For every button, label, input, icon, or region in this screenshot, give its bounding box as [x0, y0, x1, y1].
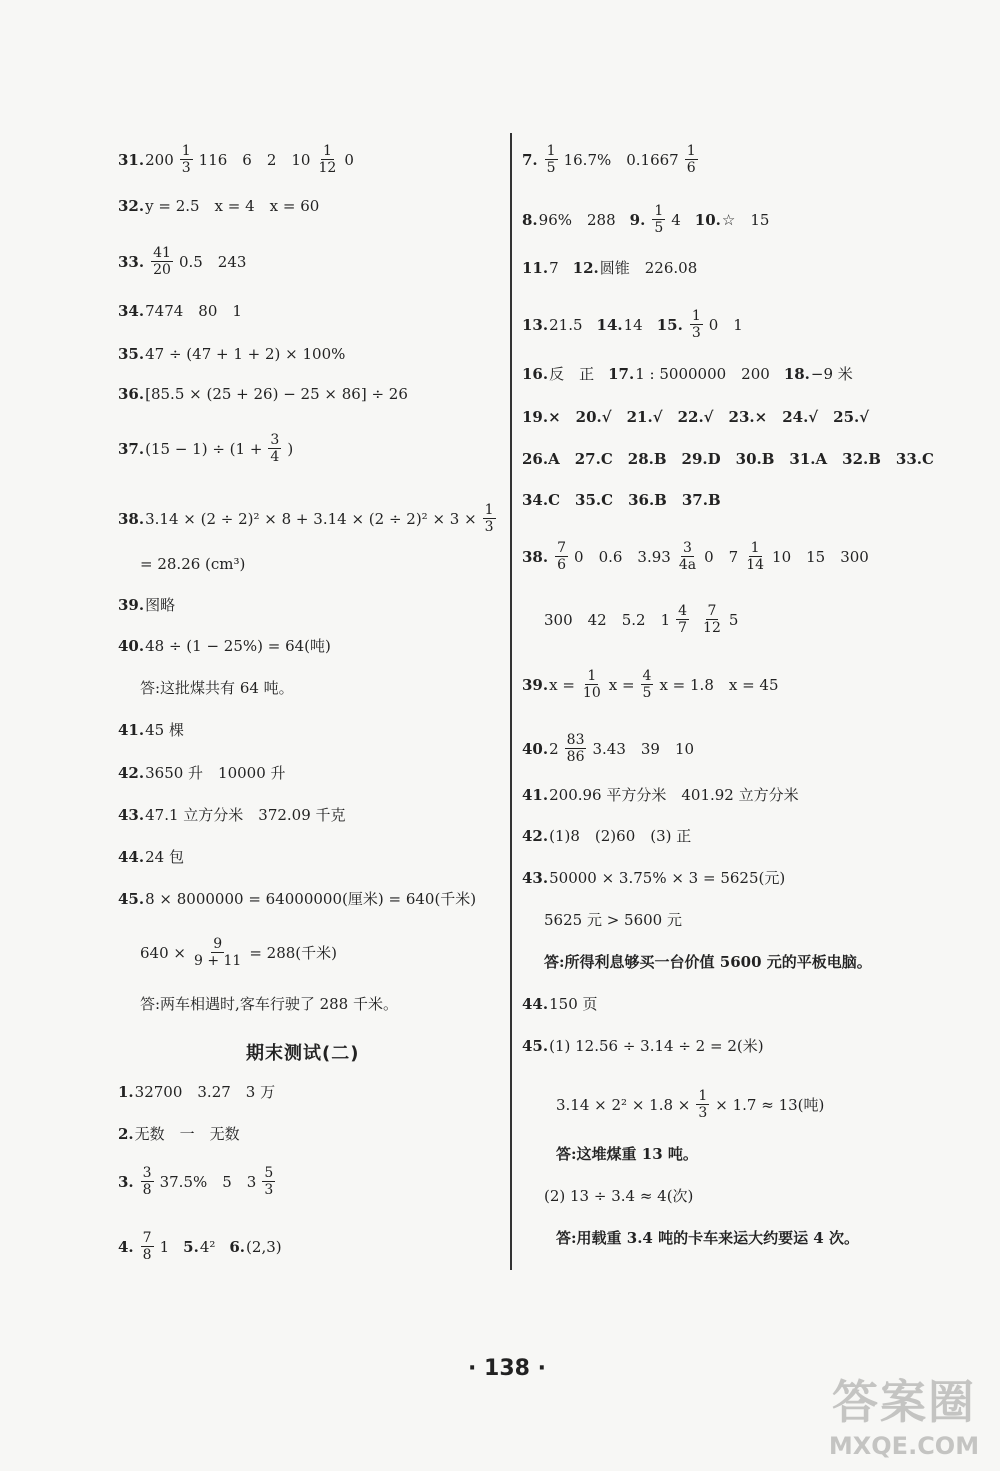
answer-33: 33. $\frac{41}{20}$ 0.5 243	[118, 245, 247, 278]
answer-r13-15: 13. 21.5 14. 14 15. $\frac{1}{3}$ 0 1	[522, 308, 743, 341]
answer-38-result: = 28.26 (cm³)	[140, 555, 246, 573]
answer-38: 38. 3.14 × (2 ÷ 2)² × 8 + 3.14 × (2 ÷ 2)² × 3 × $\frac{1}{3}$	[118, 502, 494, 535]
answer-r42: 42. (1)8 (2)60 (3) 正	[522, 827, 692, 845]
fraction: $\frac{4}{7}$	[678, 603, 688, 636]
final-test-answer-4-6: 4. $\frac{7}{8}$ 1 5. 4² 6. (2,3)	[118, 1230, 282, 1263]
answer-37: 37. (15 − 1) ÷ (1 + $\frac{3}{4}$ )	[118, 432, 294, 465]
column-divider	[510, 133, 512, 1270]
watermark-logo	[814, 1363, 994, 1463]
answer-40-reply: 答:这批煤共有 64 吨。	[140, 679, 294, 697]
answer-r44: 44. 150 页	[522, 995, 598, 1013]
answer-r38: 38. $\frac{7}{6}$ 0 0.6 3.93 $\frac{3}{4a}$ 0 7 $\frac{1}{14}$ 10 15 300	[522, 540, 869, 573]
answer-r26-33: 26.A 27.C 28.B 29.D 30.B 31.A 32.B 33.C	[522, 450, 934, 468]
page-number: · 138 ·	[468, 1356, 546, 1381]
fraction: $\frac{7}{12}$	[703, 603, 721, 636]
final-test-answer-3: 3. $\frac{3}{8}$ 37.5% 5 3 $\frac{5}{3}$	[118, 1165, 274, 1198]
fraction: $\frac{41}{20}$	[153, 245, 171, 278]
answer-r45: 45. (1) 12.56 ÷ 3.14 ÷ 2 = 2(米)	[522, 1037, 764, 1055]
answer-36: 36. [85.5 × (25 + 26) − 25 × 86] ÷ 26	[118, 385, 408, 403]
answer-32: 32. y = 2.5 x = 4 x = 60	[118, 197, 320, 215]
answer-r43: 43. 50000 × 3.75% × 3 = 5625(元)	[522, 869, 786, 887]
fraction: $\frac{1}{5}$	[654, 203, 664, 236]
fraction: $\frac{7}{8}$	[142, 1230, 152, 1263]
fraction: $\frac{1}{10}$	[582, 668, 601, 701]
answer-43: 43. 47.1 立方分米 372.09 千克	[118, 806, 346, 824]
fraction: $\frac{3}{4a}$	[678, 540, 697, 573]
fraction: $\frac{1}{5}$	[546, 143, 556, 176]
final-test-answer-1: 1. 32700 3.27 3 万	[118, 1083, 276, 1101]
answer-34: 34. 7474 80 1	[118, 302, 242, 320]
watermark-text: 答案圈	[832, 1375, 976, 1429]
answer-r43-compare: 5625 元 > 5600 元	[544, 911, 682, 929]
answer-r16-18: 16. 反 正 17. 1 : 5000000 200 18. −9 米	[522, 365, 853, 383]
answer-31: 31. 200 $\frac{1}{3}$ 116 6 2 10 $\frac{1}{12}$ 0	[118, 143, 354, 176]
answer-r38-cont: 300 42 5.2 1 $\frac{4}{7}$ $\frac{7}{12}$ 5	[544, 603, 739, 636]
answer-r40: 40. 2 $\frac{83}{86}$ 3.43 39 10	[522, 732, 695, 765]
fraction: $\frac{5}{3}$	[264, 1165, 274, 1198]
fraction: $\frac{1}{3}$	[691, 308, 701, 341]
fraction: $\frac{1}{3}$	[181, 143, 191, 176]
fraction: $\frac{1}{6}$	[686, 143, 696, 176]
answer-r43-reply: 答:所得利息够买一台价值 5600 元的平板电脑。	[544, 953, 872, 971]
answer-r11-12: 11. 7 12. 圆锥 226.08	[522, 259, 698, 277]
fraction: $\frac{3}{4}$	[270, 432, 280, 465]
answer-r39: 39. x = $\frac{1}{10}$ x = $\frac{4}{5}$ x = 1.8 x = 45	[522, 668, 779, 701]
answer-r41: 41. 200.96 平方分米 401.92 立方分米	[522, 786, 799, 804]
section-title: 期末测试(二)	[246, 1043, 360, 1064]
answer-45: 45. 8 × 8000000 = 64000000(厘米) = 640(千米)	[118, 890, 477, 908]
answer-40: 40. 48 ÷ (1 − 25%) = 64(吨)	[118, 637, 331, 655]
fraction: $\frac{1}{3}$	[698, 1088, 708, 1121]
answer-41: 41. 45 棵	[118, 721, 184, 739]
watermark-url: MXQE.COM	[828, 1432, 980, 1460]
answer-r34-37: 34.C 35.C 36.B 37.B	[522, 491, 721, 509]
answer-r45-reply2: 答:用载重 3.4 吨的卡车来运大约要运 4 次。	[556, 1229, 859, 1247]
fraction: $\frac{4}{5}$	[642, 668, 652, 701]
answer-45-reply: 答:两车相遇时,客车行驶了 288 千米。	[140, 995, 398, 1013]
answer-r45-part2: (2) 13 ÷ 3.4 ≈ 4(次)	[544, 1187, 694, 1205]
fraction: $\frac{9}{9 + 11}$	[193, 936, 242, 969]
fraction: $\frac{3}{8}$	[142, 1165, 152, 1198]
answer-44: 44. 24 包	[118, 848, 184, 866]
fraction: $\frac{1}{12}$	[318, 143, 337, 176]
answer-r45-step2: 3.14 × 2² × 1.8 × $\frac{1}{3}$ × 1.7 ≈ 13(吨)	[556, 1088, 825, 1121]
answer-r19-25: 19.× 20.√ 21.√ 22.√ 23.× 24.√ 25.√	[522, 408, 870, 426]
fraction: $\frac{83}{86}$	[566, 732, 585, 765]
answer-45-step2: 640 × $\frac{9}{9 + 11}$ = 288(千米)	[140, 936, 337, 969]
answer-35: 35. 47 ÷ (47 + 1 + 2) × 100%	[118, 345, 346, 363]
fraction: $\frac{1}{3}$	[484, 502, 494, 535]
final-test-answer-2: 2. 无数 一 无数	[118, 1125, 240, 1143]
answer-39: 39. 图略	[118, 596, 176, 614]
fraction: $\frac{1}{14}$	[746, 540, 765, 573]
answer-r8-10: 8. 96% 288 9. $\frac{1}{5}$ 4 10. ☆ 15	[522, 203, 770, 236]
answer-42: 42. 3650 升 10000 升	[118, 764, 286, 782]
answer-r7: 7. $\frac{1}{5}$ 16.7% 0.1667 $\frac{1}{6}$	[522, 143, 696, 176]
fraction: $\frac{7}{6}$	[557, 540, 567, 573]
answer-r45-reply1: 答:这堆煤重 13 吨。	[556, 1145, 698, 1163]
